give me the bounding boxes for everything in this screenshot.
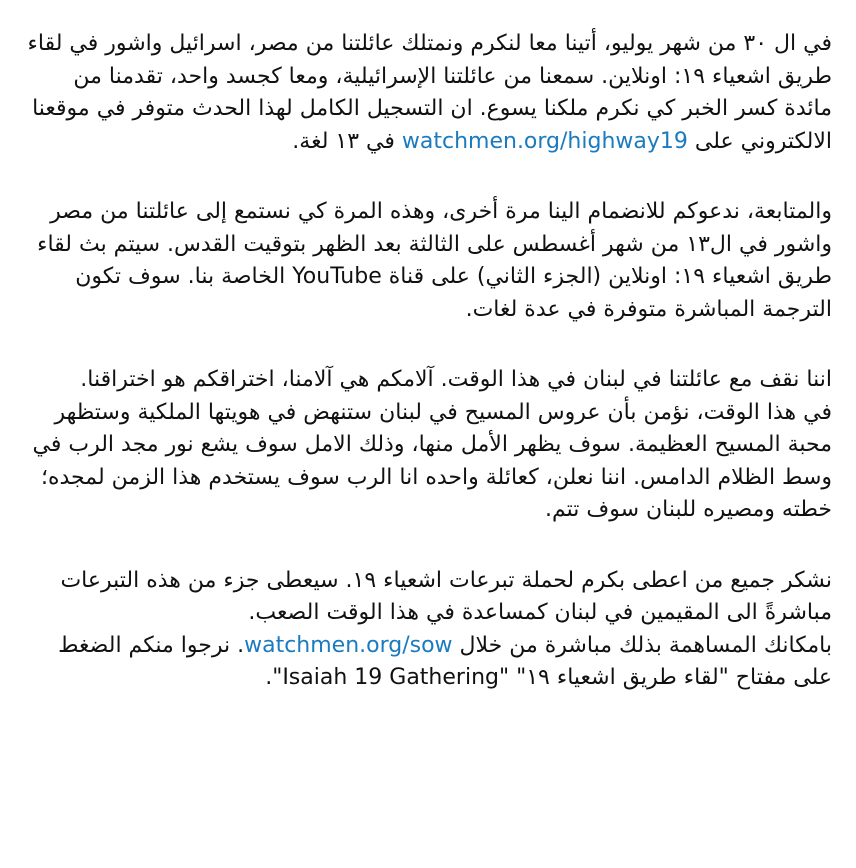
paragraph-july-gathering: [24, 28, 832, 158]
highway19-link[interactable]: watchmen.org/highway19: [401, 128, 688, 154]
paragraph-august-invitation: [24, 196, 832, 326]
paragraph-text: نشكر جميع من اعطى بكرم لحملة تبرعات اشعياء ١٩. سيعطى جزء من هذه التبرعات مباشرةً الى المقيمين في لبنان كمساعدة في هذا الوقت الصعب.: [60, 567, 832, 625]
paragraph-lebanon: [24, 364, 832, 527]
paragraph-text: في هذا الوقت، نؤمن بأن عروس المسيح في لبنان ستنهض في هويتها الملكية وستظهر محبة المسيح العظيمة. سوف يظهر الأمل منها، وذلك الامل سوف يشع نور مجد الرب في وسط الظلام الدامس. اننا نعلن، كعائلة واحده انا الرب سوف يستخدم هذا الزمن لمجده؛ خطته ومصيره للبنان سوف تتم.: [32, 399, 832, 522]
sow-link[interactable]: watchmen.org/sow: [244, 632, 453, 658]
paragraph-text: .: [265, 665, 273, 690]
paragraph-text: الخاصة بنا. سوف تكون الترجمة المباشرة متوفرة في عدة لغات.: [75, 264, 832, 322]
youtube-label: YouTube: [292, 264, 382, 289]
paragraph-donations: [24, 565, 832, 695]
paragraph-text: اننا نقف مع عائلتنا في لبنان في هذا الوقت. آلامكم هي آلامنا، اختراقكم هو اختراقنا.: [80, 367, 832, 392]
paragraph-text: بامكانك المساهمة بذلك مباشرة من خلال: [452, 632, 832, 658]
paragraph-text: في ١٣ لغة.: [292, 128, 402, 154]
isaiah-gathering-label: "Isaiah 19 Gathering": [272, 665, 510, 690]
paragraph-text: . نرجوا منكم الضغط على مفتاح "لقاء طريق اشعياء ١٩": [58, 632, 832, 690]
paragraph-text: والمتابعة، ندعوكم للانضمام الينا مرة أخرى، وهذه المرة كي نستمع إلى عائلتنا من مصر واشور في ال١٣ من شهر أغسطس على الثالثة بعد الظهر بتوقيت القدس. سيتم بث لقاء طريق اشعياء ١٩: اونلاين (الجزء الثاني) على قناة: [37, 199, 832, 289]
paragraph-text: في ال ٣٠ من شهر يوليو، أتينا معا لنكرم ونمتلك عائلتنا من مصر، اسرائيل واشور في لقاء طريق اشعياء ١٩: اونلاين. سمعنا من عائلتنا الإسرائيلية، ومعا كجسد واحد، تقدمنا من مائدة كسر الخبر كي نكرم ملكنا يسوع. ان التسجيل الكامل لهذا الحدث متوفر في موقعنا الالكتروني على: [27, 31, 832, 154]
